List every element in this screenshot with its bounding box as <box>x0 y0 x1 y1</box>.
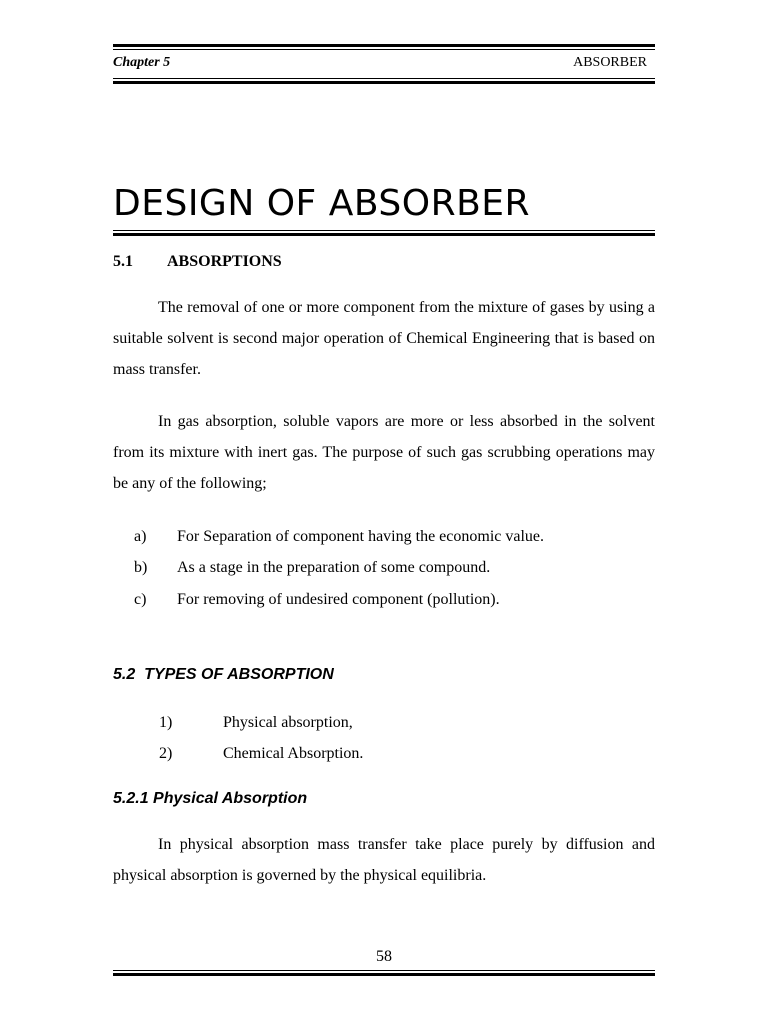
section-title: ABSORPTIONS <box>167 253 282 270</box>
list-marker: b) <box>134 559 148 576</box>
list-text: As a stage in the preparation of some compound. <box>177 559 491 576</box>
list-marker: 2) <box>159 745 173 762</box>
paragraph-absorption-definition: The removal of one or more component from the mixture of gases by using a suitable solvent is second major operation of Chemical Engineering that is based on mass transfer. <box>113 299 655 378</box>
running-header <box>113 55 655 75</box>
header-rule-bottom <box>113 81 655 84</box>
header-rule-top <box>113 44 655 47</box>
page-number: 58 <box>376 948 392 965</box>
section-heading-5-2: 5.2 TYPES OF ABSORPTION <box>113 666 334 683</box>
paragraph-physical-absorption: In physical absorption mass transfer take place purely by diffusion and physical absorption is governed by the physical equilibria. <box>113 836 655 884</box>
list-text: Chemical Absorption. <box>223 745 364 762</box>
header-rule-top-thin <box>113 49 655 50</box>
section-heading-5-1 <box>113 253 282 271</box>
page-title: DESIGN OF ABSORBER <box>113 183 531 224</box>
header-rule-bottom-thin <box>113 78 655 79</box>
header-section: ABSORBER <box>573 55 647 70</box>
list-text: For Separation of component having the economic value. <box>177 528 545 545</box>
footer-rule-top <box>113 970 655 971</box>
footer-rule-bottom <box>113 973 655 976</box>
list-marker: c) <box>134 591 147 608</box>
list-text: Physical absorption, <box>223 714 353 731</box>
list-marker: a) <box>134 528 147 545</box>
title-rule-thin <box>113 230 655 231</box>
header-chapter: Chapter 5 <box>113 55 171 70</box>
list-marker: 1) <box>159 714 173 731</box>
section-number: 5.1 <box>113 253 133 270</box>
section-heading-5-2-1: 5.2.1 Physical Absorption <box>113 790 308 807</box>
list-text: For removing of undesired component (pollution). <box>177 591 500 608</box>
paragraph-gas-absorption: In gas absorption, soluble vapors are more or less absorbed in the solvent from its mixture with inert gas. The purpose of such gas scrubbing operations may be any of the following; <box>113 413 655 492</box>
title-rule-thick <box>113 233 655 236</box>
